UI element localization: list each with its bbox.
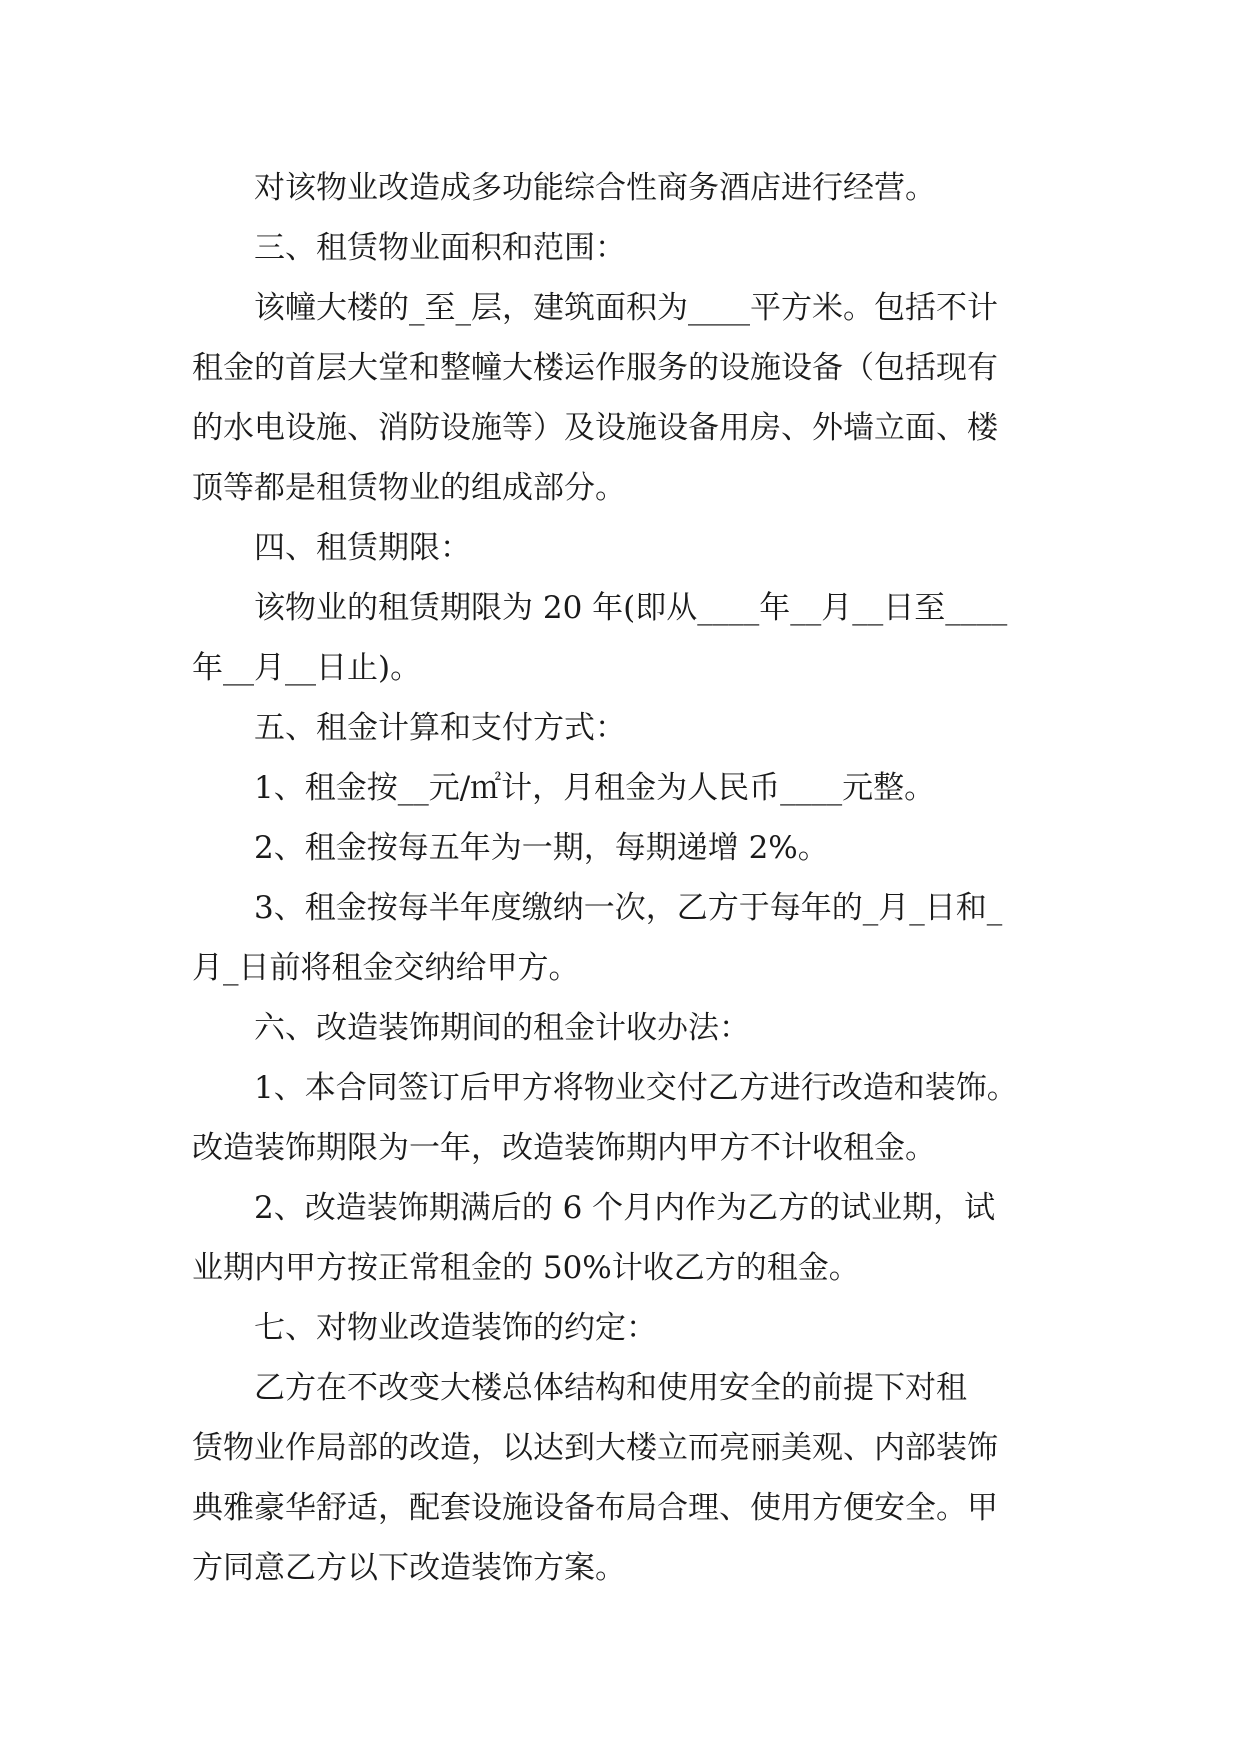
text-line: 该幢大楼的_至_层，建筑面积为____平方米。包括不计 <box>192 290 998 326</box>
text-line: 乙方在不改变大楼总体结构和使用安全的前提下对租 <box>192 1370 967 1406</box>
text-line: 该物业的租赁期限为 20 年(即从____年__月__日至____ <box>192 590 1008 626</box>
text-line: 年__月__日止)。 <box>192 650 422 686</box>
text-line: 典雅豪华舒适，配套设施设备布局合理、使用方便安全。甲 <box>192 1490 998 1526</box>
text-line: 赁物业作局部的改造，以达到大楼立而亮丽美观、内部装饰 <box>192 1430 998 1466</box>
text-line: 改造装饰期限为一年，改造装饰期内甲方不计收租金。 <box>192 1130 936 1166</box>
text-line: 月_日前将租金交纳给甲方。 <box>192 950 580 986</box>
text-line: 1、本合同签订后甲方将物业交付乙方进行改造和装饰。 <box>192 1070 1018 1106</box>
section-heading: 三、租赁物业面积和范围： <box>192 230 626 266</box>
text-line: 3、租金按每半年度缴纳一次，乙方于每年的_月_日和_ <box>192 890 1003 926</box>
section-heading: 四、租赁期限： <box>192 530 471 566</box>
text-line: 对该物业改造成多功能综合性商务酒店进行经营。 <box>192 170 936 206</box>
text-line: 顶等都是租赁物业的组成部分。 <box>192 470 626 506</box>
text-line: 业期内甲方按正常租金的 50%计收乙方的租金。 <box>192 1250 860 1286</box>
text-line: 2、改造装饰期满后的 6 个月内作为乙方的试业期，试 <box>192 1190 996 1226</box>
text-line: 1、租金按__元/㎡计，月租金为人民币____元整。 <box>192 770 936 806</box>
section-heading: 七、对物业改造装饰的约定： <box>192 1310 657 1346</box>
text-line: 租金的首层大堂和整幢大楼运作服务的设施设备（包括现有 <box>192 350 998 386</box>
text-line: 方同意乙方以下改造装饰方案。 <box>192 1550 626 1586</box>
text-line: 的水电设施、消防设施等）及设施设备用房、外墙立面、楼 <box>192 410 998 446</box>
section-heading: 六、改造装饰期间的租金计收办法： <box>192 1010 750 1046</box>
text-line: 2、租金按每五年为一期，每期递增 2%。 <box>192 830 829 866</box>
section-heading: 五、租金计算和支付方式： <box>192 710 626 746</box>
document-body <box>192 158 1067 1598</box>
